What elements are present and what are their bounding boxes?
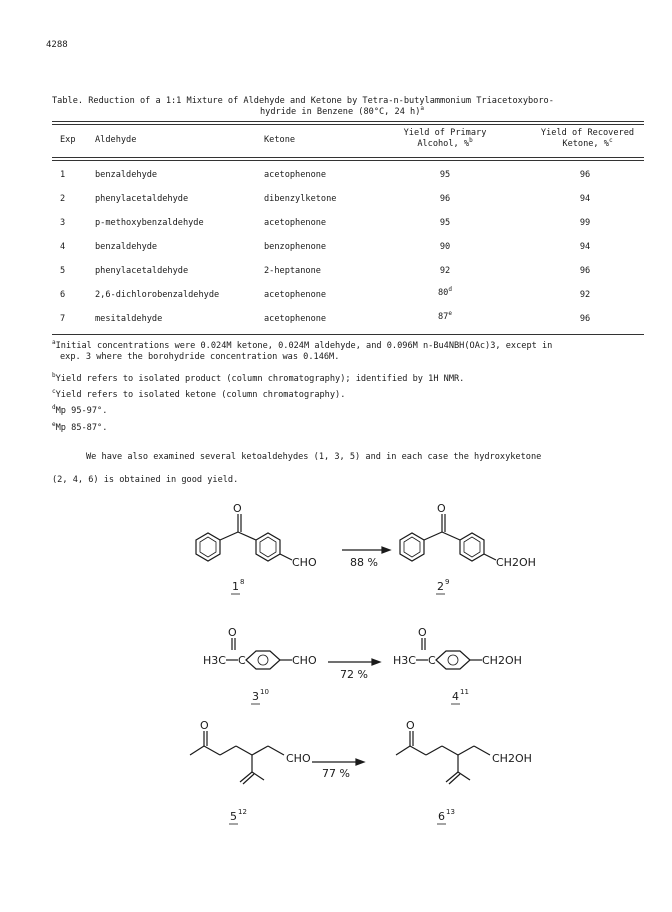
- r3-product-oxygen-label: O: [406, 719, 415, 732]
- cell-ketone: 2-heptanone: [264, 266, 321, 276]
- r3-ch2oh-label: CH2OH: [492, 752, 532, 765]
- footnote-e-text: Mp 85-87°.: [55, 423, 108, 433]
- page-number: 4288: [46, 40, 68, 50]
- cell-aldehyde: p-methoxybenzaldehyde: [95, 218, 204, 228]
- header-yield-recovered-line2: Ketone, %: [562, 139, 609, 149]
- compound-3-structure: [226, 638, 292, 669]
- cell-ketone: benzophenone: [264, 242, 327, 252]
- cell-aldehyde: phenylacetaldehyde: [95, 266, 189, 276]
- footnote-c: $^c$Yield refers to isolated ketone (column chromatography).: [52, 388, 346, 400]
- footnote-a-line1: Initial concentrations were 0.024M ketone, 0.024M aldehyde, and 0.096M n-Bu4NBH(OAc)3, except in: [55, 341, 553, 351]
- compound-2-structure: [400, 514, 496, 561]
- r2-c-label: C: [238, 654, 246, 667]
- r2-product-oxygen-label: O: [418, 626, 427, 639]
- compound-6-structure: [396, 731, 490, 784]
- table-header-rule-2: [52, 160, 644, 161]
- header-yield-recovered: [530, 128, 645, 150]
- r3-oxygen-label: O: [200, 719, 209, 732]
- r2-ch2oh-label: CH2OH: [482, 654, 522, 667]
- cell-yield-primary: 90: [439, 242, 451, 252]
- cell-exp: 6: [60, 290, 66, 300]
- cell-ketone: acetophenone: [264, 170, 327, 180]
- r3-cho-label: CHO: [286, 752, 311, 765]
- cell-aldehyde: mesitaldehyde: [95, 314, 163, 324]
- caption-footnote-mark: a: [420, 105, 425, 113]
- footnote-d: $^d$Mp 95-97°.: [52, 404, 108, 416]
- table-bottom-rule: [52, 334, 644, 335]
- cell-yield-primary: 95: [439, 170, 451, 180]
- cell-exp: 7: [60, 314, 66, 324]
- header-yield-primary-line1: Yield of Primary: [403, 128, 487, 138]
- cell-yield-recovered: 96: [579, 170, 591, 180]
- r2-h3c-label: H3C: [203, 654, 226, 667]
- cell-yield-primary: [405, 288, 485, 298]
- compound-2-number: 2: [437, 580, 444, 593]
- cell-aldehyde: phenylacetaldehyde: [95, 194, 189, 204]
- r2-oxygen-label: O: [228, 626, 237, 639]
- paragraph-line-1: We have also examined several ketoaldehydes (1, 3, 5) and in each case the hydroxyketone: [86, 452, 542, 462]
- cell-yield-primary: 95: [439, 218, 451, 228]
- footnote-a-line2: exp. 3 where the borohydride concentration was 0.146M.: [60, 352, 340, 362]
- compound-1-number: 1: [232, 580, 239, 593]
- r3-yield-label: 77 %: [322, 767, 350, 780]
- cell-exp: 5: [60, 266, 66, 276]
- compound-6-ref: 13: [446, 808, 455, 816]
- cell-ketone: acetophenone: [264, 314, 327, 324]
- header-yield-primary-mark: b: [469, 137, 473, 145]
- cell-exp: 3: [60, 218, 66, 228]
- caption-line-2: hydride in Benzene (80°C, 24 h): [260, 107, 421, 117]
- compound-4-structure: [416, 638, 482, 669]
- table-header-rule: [52, 157, 644, 158]
- paragraph-line-2: (2, 4, 6) is obtained in good yield.: [52, 475, 239, 485]
- footnote-c-text: Yield refers to isolated ketone (column chromatography).: [55, 390, 346, 400]
- reaction-scheme: [0, 500, 672, 880]
- cell-yield-primary-value: 80: [438, 288, 449, 298]
- compound-5-structure: [190, 731, 284, 784]
- compound-3-ref: 10: [260, 688, 269, 696]
- cell-yield-recovered: 99: [579, 218, 591, 228]
- r1-product-oxygen-label: O: [437, 502, 446, 515]
- cell-ketone: acetophenone: [264, 290, 327, 300]
- r2-cho-label: CHO: [292, 654, 317, 667]
- header-yield-primary: [385, 128, 505, 150]
- cell-yield-recovered: 96: [579, 266, 591, 276]
- cell-ketone: acetophenone: [264, 218, 327, 228]
- cell-yield-primary-mark: d: [448, 286, 452, 294]
- table-top-rule-2: [52, 124, 644, 125]
- cell-yield-recovered: 94: [579, 194, 591, 204]
- table-top-rule: [52, 121, 644, 122]
- cell-yield-primary: 92: [439, 266, 451, 276]
- cell-yield-primary-mark: e: [448, 310, 452, 318]
- cell-aldehyde: 2,6-dichlorobenzaldehyde: [95, 290, 220, 300]
- footnote-d-text: Mp 95-97°.: [55, 406, 108, 416]
- cell-yield-recovered: 96: [579, 314, 591, 324]
- header-ketone: Ketone: [264, 135, 296, 145]
- cell-yield-primary-value: 87: [438, 312, 449, 322]
- footnote-e: $^e$Mp 85-87°.: [52, 421, 108, 433]
- compound-6-number: 6: [438, 810, 445, 823]
- cell-exp: 4: [60, 242, 66, 252]
- compound-1-structure: [196, 514, 292, 561]
- table-caption: [52, 96, 554, 118]
- footnote-b-text: Yield refers to isolated product (column chromatography); identified by 1H NMR.: [55, 374, 465, 384]
- header-yield-recovered-mark: c: [608, 137, 613, 145]
- r2-yield-label: 72 %: [340, 668, 368, 681]
- cell-yield-primary: [405, 312, 485, 322]
- r1-ch2oh-label: CH2OH: [496, 556, 536, 569]
- header-yield-recovered-line1: Yield of Recovered: [540, 128, 635, 138]
- compound-3-number: 3: [252, 690, 259, 703]
- footnote-a: $^a$Initial concentrations were 0.024M ketone, 0.024M aldehyde, and 0.096M n-Bu4NBH(OAc)3, except in exp. 3 where the borohydride concentration was 0.146M.: [52, 339, 553, 362]
- header-aldehyde: Aldehyde: [95, 135, 137, 145]
- footnote-b: $^b$Yield refers to isolated product (column chromatography); identified by 1H NMR.: [52, 372, 465, 384]
- cell-exp: 1: [60, 170, 66, 180]
- compound-4-number: 4: [452, 690, 459, 703]
- compound-2-ref: 9: [445, 578, 450, 586]
- compound-1-ref: 8: [240, 578, 245, 586]
- cell-yield-recovered: 94: [579, 242, 591, 252]
- compound-5-number: 5: [230, 810, 237, 823]
- header-exp: Exp: [60, 135, 76, 145]
- compound-5-ref: 12: [238, 808, 247, 816]
- caption-line-1: Table. Reduction of a 1:1 Mixture of Aldehyde and Ketone by Tetra-n-butylammonium Triacetoxyboro-: [52, 96, 554, 106]
- r1-oxygen-label: O: [233, 502, 242, 515]
- cell-exp: 2: [60, 194, 66, 204]
- cell-aldehyde: benzaldehyde: [95, 242, 158, 252]
- r2-product-h3c-label: H3C: [393, 654, 416, 667]
- compound-4-ref: 11: [460, 688, 469, 696]
- cell-yield-recovered: 92: [579, 290, 591, 300]
- r2-product-c-label: C: [428, 654, 436, 667]
- cell-aldehyde: benzaldehyde: [95, 170, 158, 180]
- r1-cho-label: CHO: [292, 556, 317, 569]
- cell-ketone: dibenzylketone: [264, 194, 337, 204]
- header-yield-primary-line2: Alcohol, %: [417, 139, 470, 149]
- r1-yield-label: 88 %: [350, 556, 378, 569]
- cell-yield-primary: 96: [439, 194, 451, 204]
